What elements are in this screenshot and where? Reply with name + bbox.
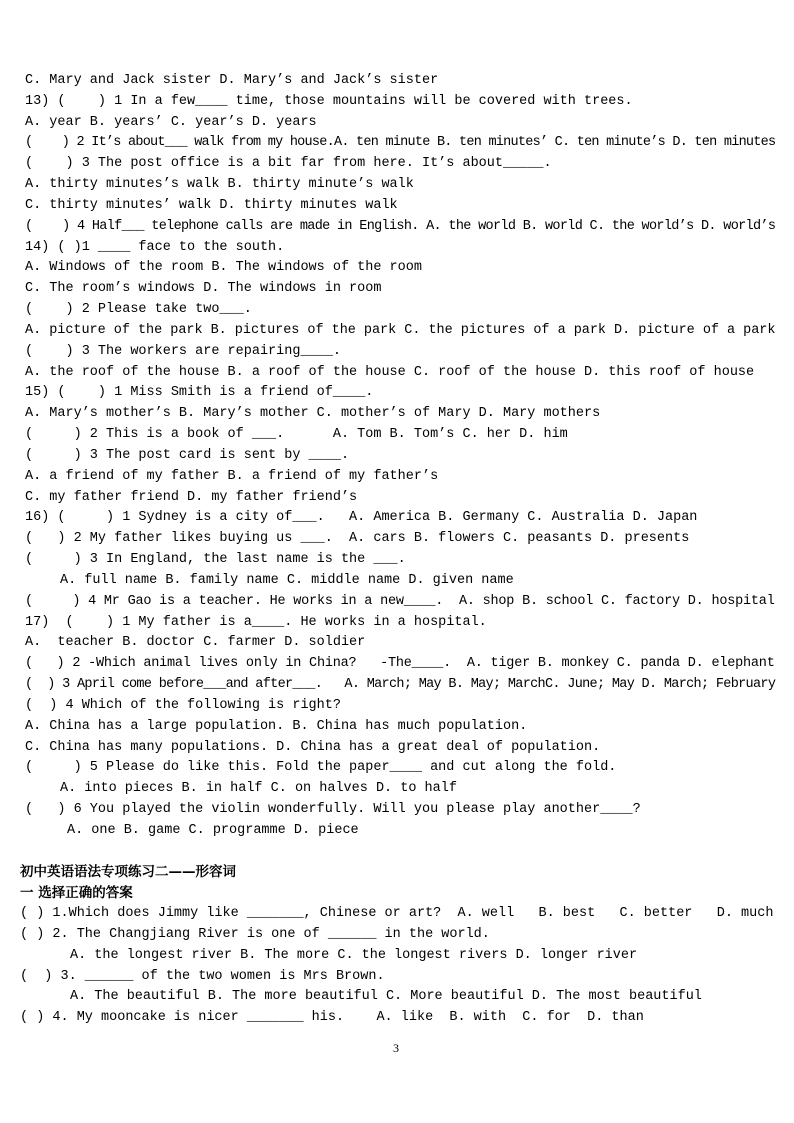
options-line: A. Mary’s mother’s B. Mary’s mother C. mother’s of Mary D. Mary mothers [25,406,601,422]
options-line: A. into pieces B. in half C. on halves D. to half [60,781,457,797]
options-line: A. the roof of the house B. a roof of the house C. roof of the house D. this roof of house [25,364,755,380]
question-line: 16) ( ) 1 Sydney is a city of___. A. America B. Germany C. Australia D. Japan [25,510,698,526]
question-line: ( ) 2 -Which animal lives only in China? -The____. A. tiger B. monkey C. panda D. elephant [25,656,775,672]
question-line: ( ) 3. ______ of the two women is Mrs Brown. [20,968,385,984]
options-line: A. the longest river B. The more C. the longest rivers D. longer river [70,947,638,963]
options-line: A. China has a large population. B. China has much population. [25,718,528,734]
question-line: ( ) 4. My mooncake is nicer _______ his. A. like B. with C. for D. than [20,1010,644,1026]
question-line: 17) ( ) 1 My father is a____. He works in a hospital. [25,614,487,630]
question-line: ( ) 2 It’s about___ walk from my house.A. ten minute B. ten minutes’ C. ten minute’s D. ten minutes [25,135,776,151]
options-line: A. a friend of my father B. a friend of my father’s [25,468,439,484]
question-line: ( ) 5 Please do like this. Fold the paper____ and cut along the fold. [25,760,617,776]
options-line: A. year B. years’ C. year’s D. years [25,114,317,130]
question-line: 15) ( ) 1 Miss Smith is a friend of____. [25,385,374,401]
page-number: 3 [393,1041,399,1055]
options-line: C. China has many populations. D. China has a great deal of population. [25,739,601,755]
question-line: ( ) 4 Mr Gao is a teacher. He works in a new____. A. shop B. school C. factory D. hospital [25,593,775,609]
options-line: C. thirty minutes’ walk D. thirty minutes walk [25,197,398,213]
section-title: 初中英语语法专项练习二——形容词 [20,864,236,881]
question-line: ( ) 3 The post card is sent by ____. [25,447,350,463]
question-line: ( ) 3 April come before___and after___. A. March; May B. May; MarchC. June; May D. March; February [25,677,776,693]
question-line: ( ) 2 My father likes buying us ___. A. cars B. flowers C. peasants D. presents [25,531,690,547]
question-line: 14) ( )1 ____ face to the south. [25,239,285,255]
question-line: ( ) 4 Which of the following is right? [25,697,341,713]
text-line: C. Mary and Jack sister D. Mary’s and Jack’s sister [25,73,439,88]
question-line: ( ) 2. The Changjiang River is one of ______ in the world. [20,926,490,942]
options-line: A. Windows of the room B. The windows of the room [25,260,422,276]
question-line: 13) ( ) 1 In a few____ time, those mountains will be covered with trees. [25,93,633,109]
options-line: A. full name B. family name C. middle name D. given name [60,572,514,588]
question-line: ( ) 1.Which does Jimmy like _______, Chinese or art? A. well B. best C. better D. much [20,906,774,922]
question-line: ( ) 3 The workers are repairing____. [25,343,341,359]
document-page [20,71,777,1029]
question-line: ( ) 2 This is a book of ___. A. Tom B. Tom’s C. her D. him [25,427,568,443]
options-line: C. The room’s windows D. The windows in room [25,281,382,297]
question-line: ( ) 6 You played the violin wonderfully. Will you please play another____? [25,801,641,817]
section-heading: 一 选择正确的答案 [20,885,133,902]
question-line: ( ) 3 In England, the last name is the ___. [25,552,406,568]
options-line: A. teacher B. doctor C. farmer D. soldier [25,635,366,651]
question-line: ( ) 3 The post office is a bit far from here. It’s about_____. [25,156,552,172]
question-line: ( ) 2 Please take two___. [25,302,252,318]
question-line: ( ) 4 Half___ telephone calls are made in English. A. the world B. world C. the world’s D. world’s [25,218,776,234]
blank-spacer [25,842,777,863]
options-line: A. The beautiful B. The more beautiful C. More beautiful D. The most beautiful [70,989,702,1005]
adjective-section [20,862,777,1029]
options-line: A. thirty minutes’s walk B. thirty minute’s walk [25,177,414,193]
options-line: A. one B. game C. programme D. piece [67,822,359,838]
options-line: C. my father friend D. my father friend’s [25,489,358,505]
options-line: A. picture of the park B. pictures of the park C. the pictures of a park D. picture of a park [25,322,776,338]
